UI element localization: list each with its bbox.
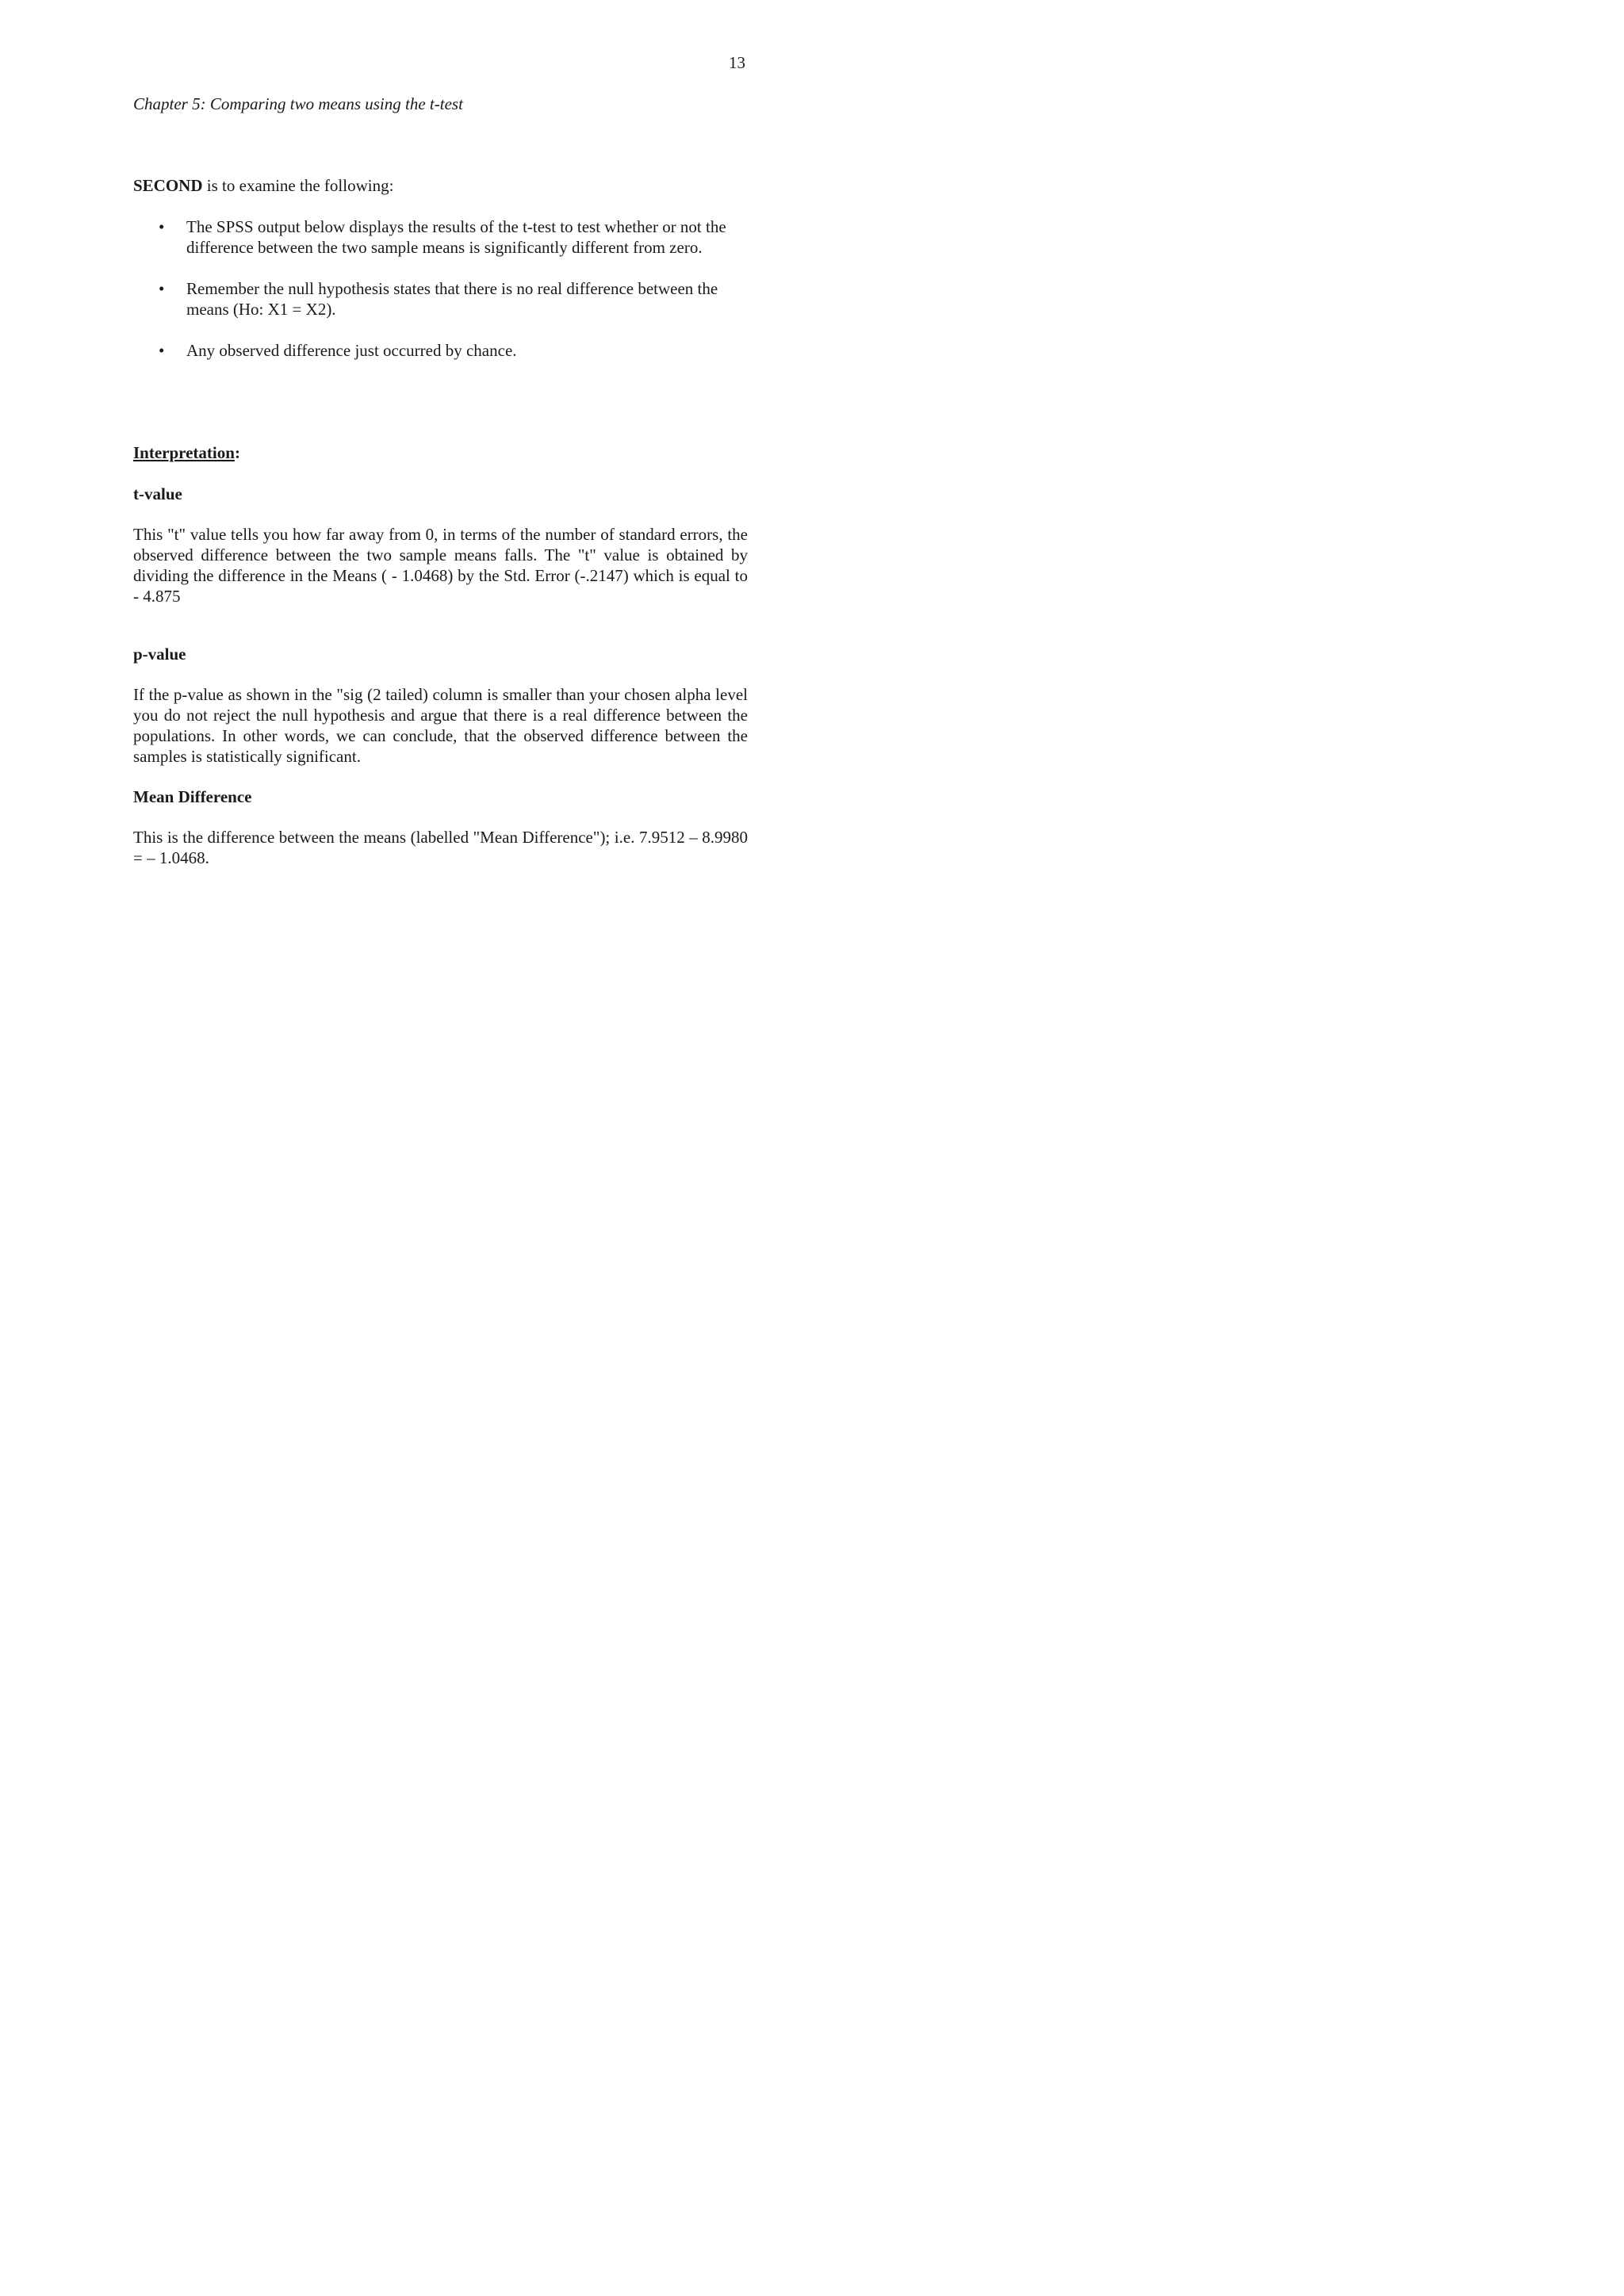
interpretation-heading — [133, 442, 240, 463]
bullet-list — [133, 216, 748, 381]
interpretation-heading-colon: : — [234, 443, 240, 462]
p-value-heading: p-value — [133, 645, 186, 664]
p-value-paragraph: If the p-value as shown in the "sig (2 tailed) column is smaller than your chosen alpha level you do not reject the null hypothesis and argue that there is a real difference between the populations. In other words, we can conclude, that the observed difference between the samples is statistically significant. — [133, 685, 748, 766]
bullet-item — [133, 278, 748, 320]
bullet-text: The SPSS output below displays the results of the t-test to test whether or not the difference between the two sample means is significantly different from zero. — [186, 217, 726, 257]
document-page — [0, 0, 872, 1234]
mean-difference-heading: Mean Difference — [133, 787, 252, 806]
bullet-text: Remember the null hypothesis states that there is no real difference between the means (Ho: X1 = X2). — [186, 279, 718, 319]
bullet-icon: • — [159, 279, 165, 298]
page-number: 13 — [729, 53, 745, 72]
intro-bold-word: SECOND — [133, 176, 203, 195]
bullet-text: Any observed difference just occurred by chance. — [186, 341, 517, 360]
bullet-item — [133, 216, 748, 258]
intro-line — [133, 175, 748, 196]
t-value-paragraph: This "t" value tells you how far away from 0, in terms of the number of standard errors, the observed difference between the two sample means falls. The "t" value is obtained by dividing the difference in the Means ( - 1.0468) by the Std. Error (-.2147) which is equal to - 4.875 — [133, 525, 748, 606]
chapter-heading: Chapter 5: Comparing two means using the t-test — [133, 94, 463, 113]
bullet-item — [133, 340, 748, 361]
bullet-icon: • — [159, 341, 165, 360]
mean-difference-paragraph: This is the difference between the means (labelled "Mean Difference"); i.e. 7.9512 – 8.9980 = – 1.0468. — [133, 828, 748, 867]
bullet-icon: • — [159, 217, 165, 236]
intro-text: is to examine the following: — [202, 176, 394, 195]
t-value-heading: t-value — [133, 484, 182, 503]
interpretation-heading-text: Interpretation — [133, 443, 235, 462]
